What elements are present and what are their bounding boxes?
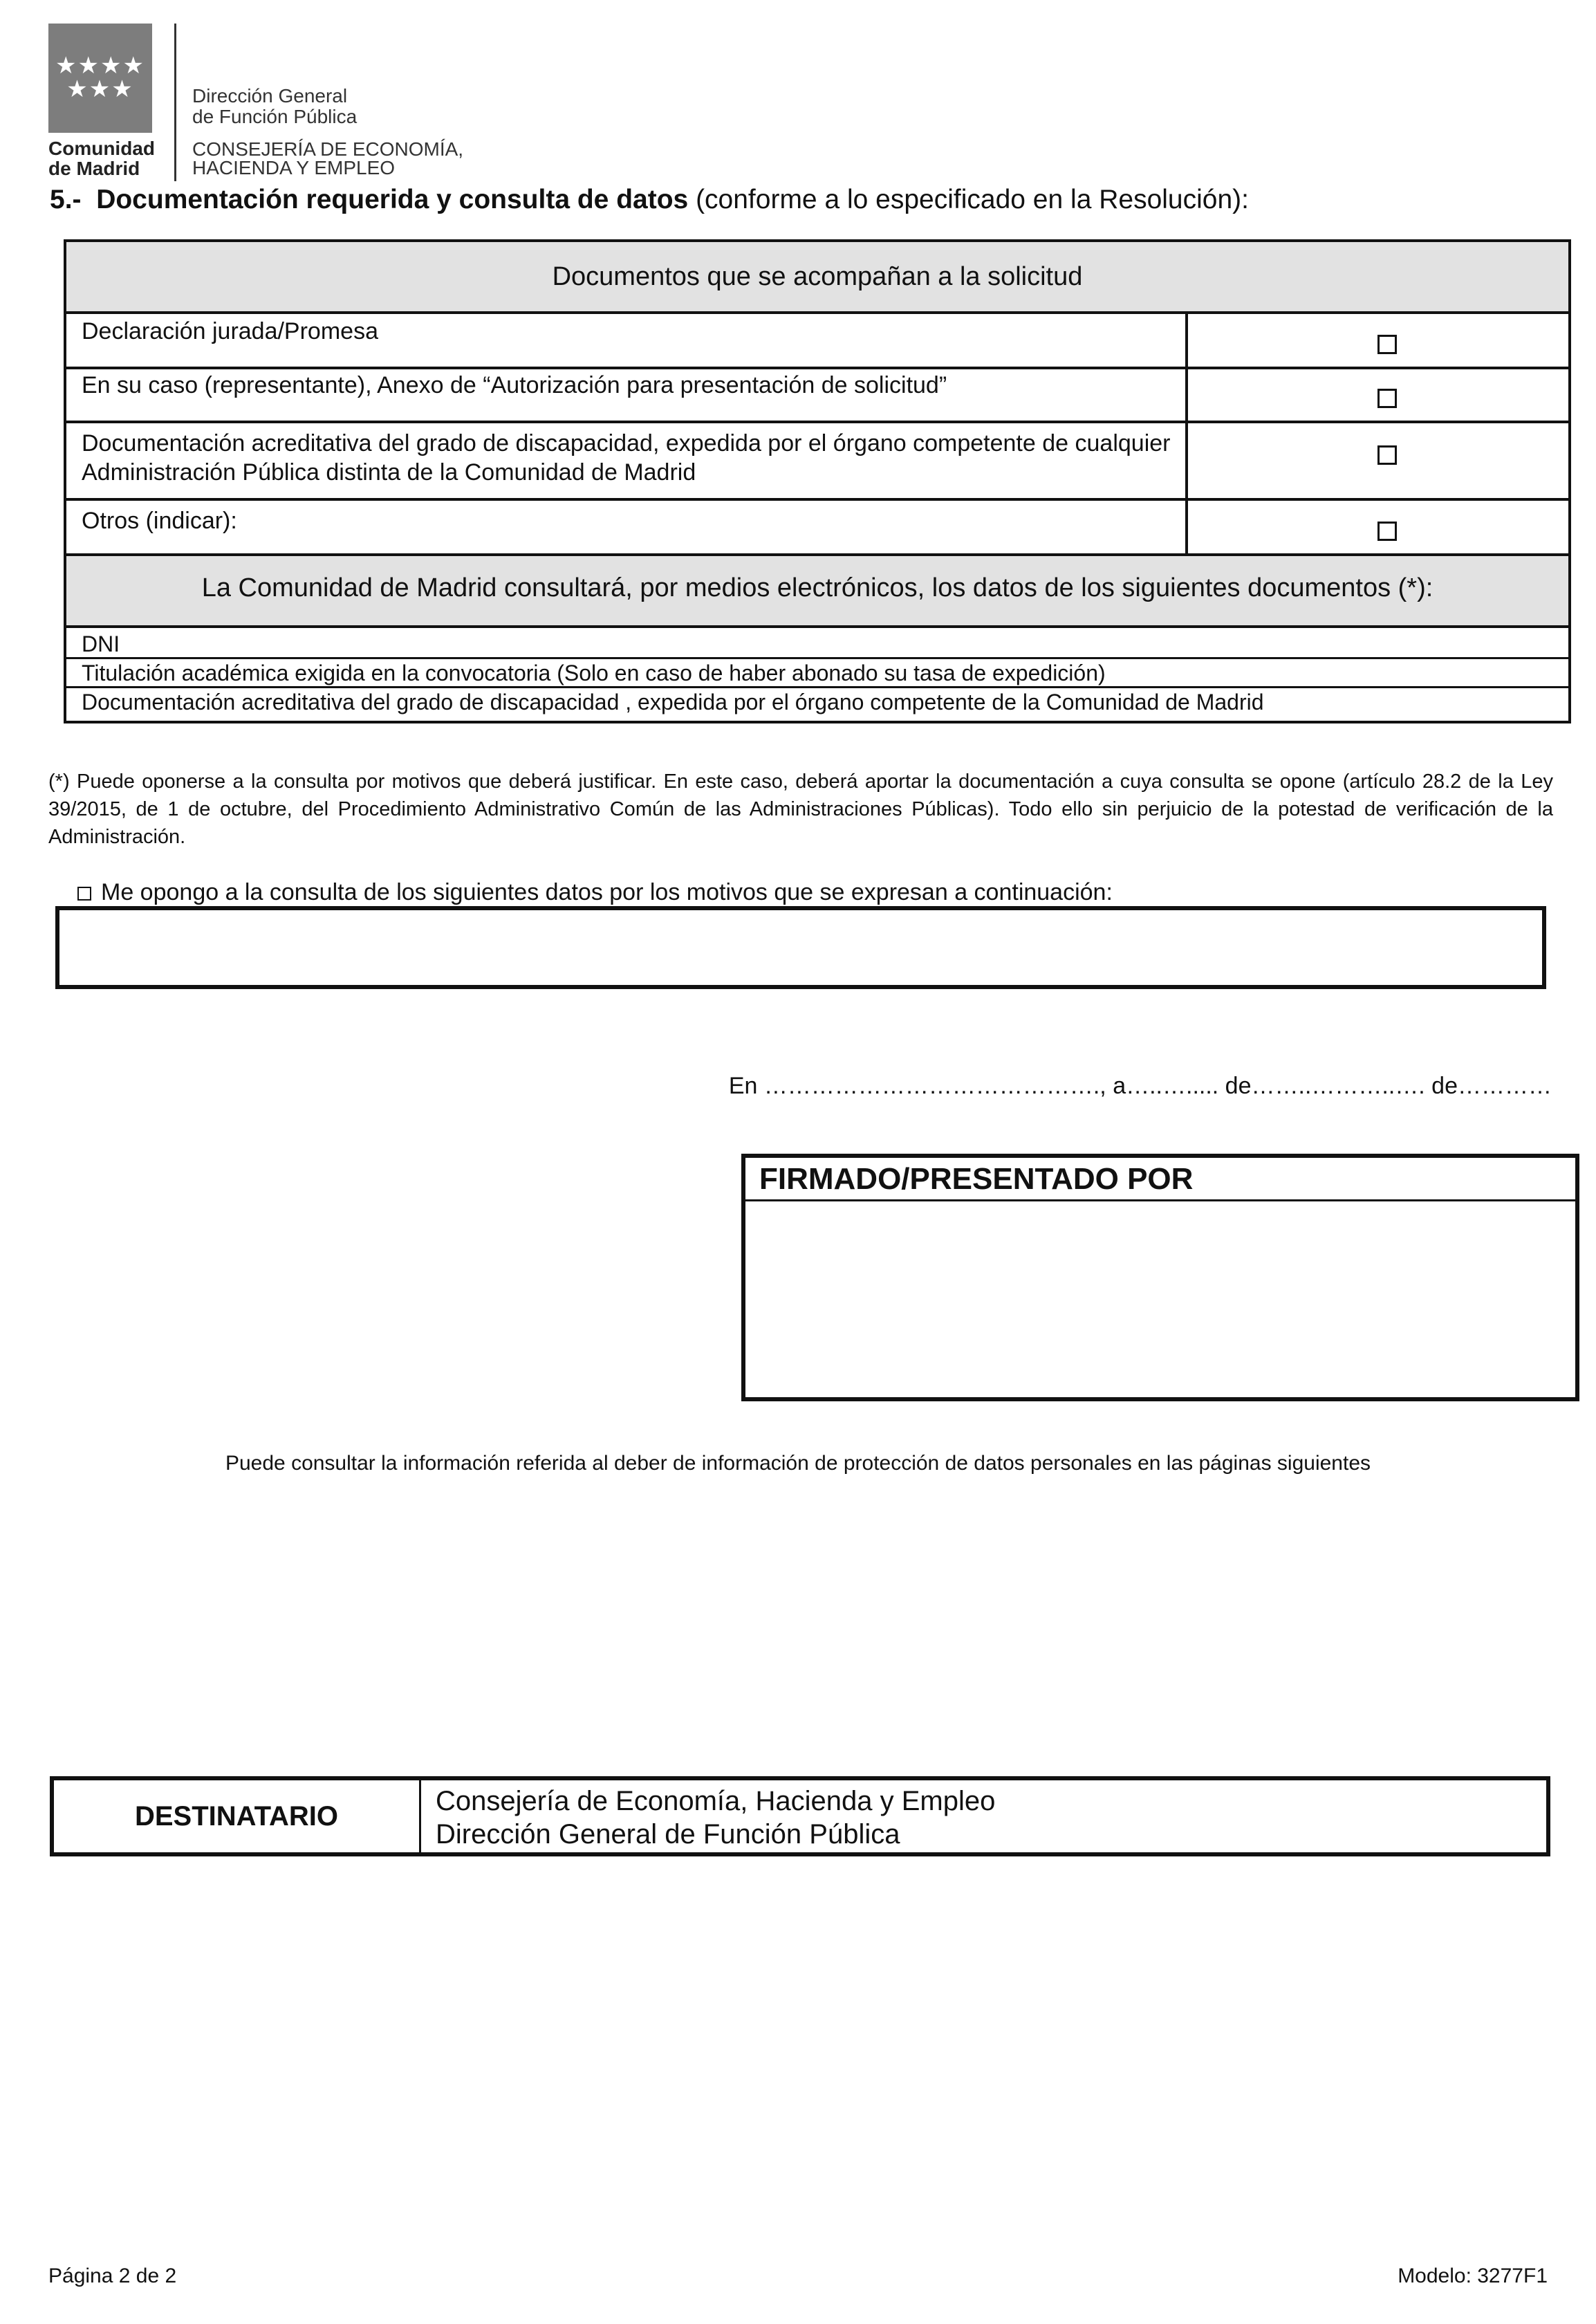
recipient-label: DESTINATARIO: [134, 1800, 339, 1832]
consulted-row-dni: DNI: [82, 631, 120, 656]
opposition-checkbox[interactable]: [77, 887, 91, 901]
opposition-line: [77, 878, 1113, 906]
divider: [745, 1199, 1575, 1201]
section-title-rest: (conforme a lo especificado en la Resolución):: [696, 185, 1249, 214]
documents-table: [64, 239, 1571, 723]
attached-docs-header: Documentos que se acompañan a la solicitud: [66, 242, 1568, 311]
doc-row-label: En su caso (representante), Anexo de “Autorización para presentación de solicitud”: [82, 372, 947, 398]
comunidad-madrid-logo: [48, 24, 152, 133]
logo-wordmark: Comunidad de Madrid: [48, 138, 155, 179]
opposition-reason-field[interactable]: [55, 906, 1546, 989]
divider: [66, 686, 1568, 688]
consultation-footnote: (*) Puede oponerse a la consulta por motivos que deberá justificar. En este caso, deberá aportar la documentación a cuya consulta se opone (artículo 28.2 de la Ley 39/2015, de 1 de octubre, del Procedimiento Administrativo Común de las Administraciones Públicas). Todo ello sin perjuicio de la potestad de verificación de la Administración.: [48, 771, 1553, 848]
place-date-line[interactable]: En ……………………………………., a…..…..... de……..………..…. de…………: [728, 1073, 1552, 1099]
stars-icon: ★★★★ ★★★: [55, 53, 145, 102]
signature-box[interactable]: [741, 1154, 1579, 1401]
consulted-row-titulacion: Titulación académica exigida en la convocatoria (Solo en caso de haber abonado su tasa de expedición): [82, 661, 1106, 685]
consulted-row-discapacidad: Documentación acreditativa del grado de discapacidad , expedida por el órgano competente de la Comunidad de Madrid: [82, 690, 1264, 714]
logo-divider: [174, 24, 176, 181]
divider: [419, 1780, 421, 1852]
opposition-label: Me opongo a la consulta de los siguientes datos por los motivos que se expresan a continuación:: [101, 879, 1113, 905]
doc-checkbox-discapacidad[interactable]: [1377, 445, 1397, 465]
directorate-name: Dirección General de Función Pública: [192, 85, 358, 127]
divider: [66, 498, 1568, 501]
page-number: Página 2 de 2: [48, 2265, 177, 2287]
doc-row-label: Declaración jurada/Promesa: [82, 318, 378, 344]
divider: [66, 311, 1568, 314]
section-number: 5.-: [50, 185, 82, 214]
divider: [66, 367, 1568, 369]
privacy-note: Puede consultar la información referida al deber de información de protección de datos personales en las páginas siguientes: [225, 1452, 1371, 1475]
recipient-box: [50, 1776, 1550, 1856]
doc-row-label: Otros (indicar):: [82, 508, 237, 534]
section-title: [50, 184, 1249, 216]
column-divider: [1185, 311, 1188, 553]
divider: [66, 657, 1568, 659]
divider: [66, 625, 1568, 628]
recipient-value: Consejería de Economía, Hacienda y Empleo Dirección General de Función Pública: [436, 1786, 996, 1850]
doc-row-label: Documentación acreditativa del grado de discapacidad, expedida por el órgano competente de cualquier Administración Pública distinta de la Comunidad de Madrid: [82, 430, 1171, 486]
doc-checkbox-otros[interactable]: [1377, 522, 1397, 541]
section-title-bold: Documentación requerida y consulta de datos: [96, 185, 689, 214]
signature-title: FIRMADO/PRESENTADO POR: [759, 1162, 1194, 1196]
divider: [66, 421, 1568, 423]
doc-checkbox-anexo[interactable]: [1377, 389, 1397, 408]
model-code: Modelo: 3277F1: [1398, 2265, 1548, 2287]
consulted-docs-header: La Comunidad de Madrid consultará, por medios electrónicos, los datos de los siguientes documentos (*):: [66, 556, 1568, 625]
doc-checkbox-declaracion[interactable]: [1377, 335, 1397, 354]
department-name: CONSEJERÍA DE ECONOMÍA, HACIENDA Y EMPLEO: [192, 138, 464, 178]
